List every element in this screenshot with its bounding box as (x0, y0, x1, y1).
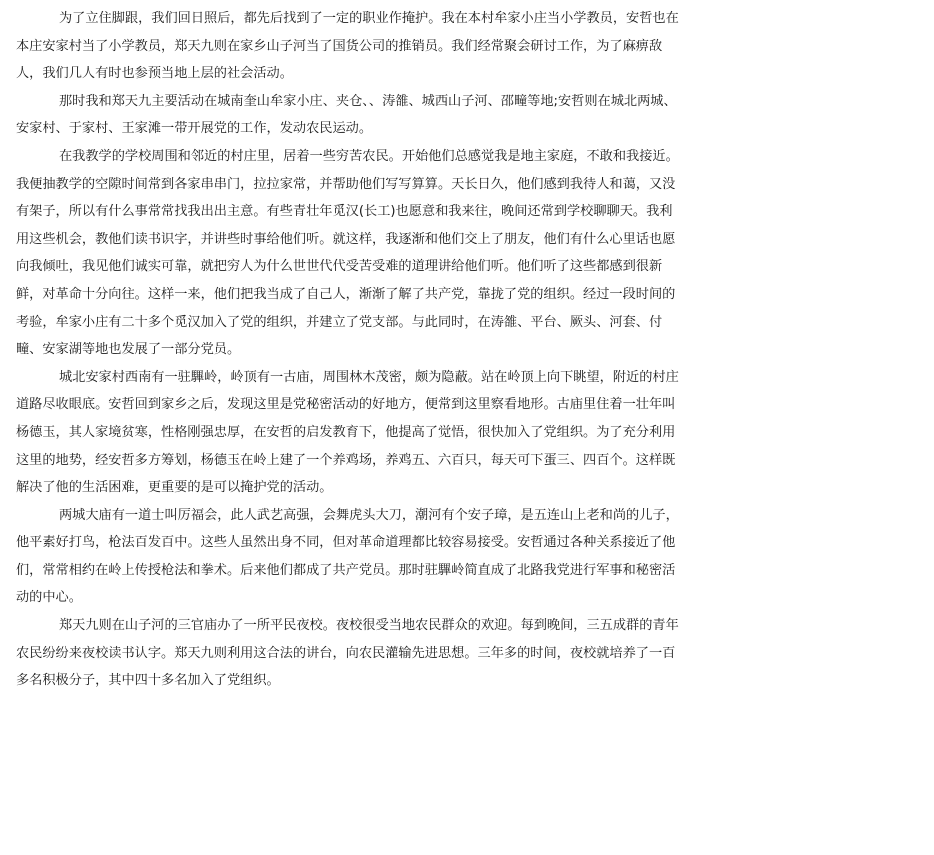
text-line: 疃、安家湖等地也发展了一部分党员。 (16, 342, 241, 358)
text-line: 用这些机会，教他们读书识字，并讲些时事给他们听。就这样，我逐渐和他们交上了朋友，他们有什么心里话也愿 (16, 231, 676, 247)
paragraph (16, 502, 934, 612)
text-line: 向我倾吐，我见他们诚实可靠，就把穷人为什么世世代代受苦受难的道理讲给他们听。他们听了这些都感到很新 (16, 259, 663, 275)
paragraph (16, 364, 934, 502)
text-line: 郑天九则在山子河的三官庙办了一所平民夜校。夜校很受当地农民群众的欢迎。每到晚间，三五成群的青年 (59, 618, 679, 634)
text-line: 多名积极分子，其中四十多名加入了党组织。 (16, 673, 280, 689)
text-line: 两城大庙有一道士叫厉福会，此人武艺高强，会舞虎头大刀，潮河有个安子璋，是五连山上老和尚的儿子， (59, 507, 679, 523)
text-line: 杨德玉，其人家境贫寒，性格刚强忠厚，在安哲的启发教育下，他提高了觉悟，很快加入了党组织。为了充分利用 (16, 424, 676, 440)
text-line: 考验，牟家小庄有二十多个觅汉加入了党的组织，并建立了党支部。与此同时，在涛雒、平台、厥头、河套、付 (16, 314, 663, 330)
text-line: 动的中心。 (16, 590, 82, 606)
text-line: 城北安家村西南有一驻驆岭，岭顶有一古庙，周围林木茂密，颇为隐蔽。站在岭顶上向下眺望，附近的村庄 (59, 369, 679, 385)
text-line: 在我教学的学校周围和邻近的村庄里，居着一些穷苦农民。开始他们总感觉我是地主家庭，不敢和我接近。 (59, 148, 679, 164)
text-line: 人，我们几人有时也参预当地上层的社会活动。 (16, 66, 293, 82)
text-line: 为了立住脚跟，我们回日照后，都先后找到了一定的职业作掩护。我在本村牟家小庄当小学教员，安哲也在 (59, 11, 679, 26)
paragraph (16, 143, 934, 364)
paragraph (16, 5, 934, 88)
text-line: 农民纷纷来夜校读书认字。郑天九则利用这合法的讲台，向农民灌输先进思想。三年多的时间，夜校就培养了一百 (16, 645, 676, 661)
text-line: 他平素好打鸟，枪法百发百中。这些人虽然出身不同，但对革命道理都比较容易接受。安哲通过各种关系接近了他 (16, 535, 676, 551)
text-line: 那时我和郑天九主要活动在城南奎山牟家小庄、夹仓、、涛雒、城西山子河、邵疃等地;安哲则在城北两城、 (59, 93, 677, 109)
text-line: 道路尽收眼底。安哲回到家乡之后，发现这里是党秘密活动的好地方，便常到这里察看地形。古庙里住着一壮年叫 (16, 397, 676, 413)
text-line: 安家村、于家村、王家滩一带开展党的工作，发动农民运动。 (16, 121, 373, 137)
paragraph (16, 612, 934, 695)
paragraph (16, 88, 934, 143)
text-line: 们，常常相约在岭上传授枪法和拳术。后来他们都成了共产党员。那时驻驆岭简直成了北路我党进行军事和秘密活 (16, 562, 676, 578)
text-line: 解决了他的生活困难，更重要的是可以掩护党的活动。 (16, 480, 333, 496)
text-line: 鲜，对革命十分向往。这样一来，他们把我当成了自己人，渐渐了解了共产党，靠拢了党的组织。经过一段时间的 (16, 286, 676, 302)
text-line: 我便抽教学的空隙时间常到各家串串门，拉拉家常，并帮助他们写写算算。天长日久，他们感到我待人和蔼，又没 (16, 176, 676, 192)
text-line: 本庄安家村当了小学教员，郑天九则在家乡山子河当了国货公司的推销员。我们经常聚会研讨工作，为了麻痹敌 (16, 38, 663, 54)
text-line: 有架子，所以有什么事常常找我出出主意。有些青壮年觅汉(长工)也愿意和我来往，晚间还常到学校聊聊天。我利 (16, 204, 673, 220)
text-line: 这里的地势，经安哲多方筹划，杨德玉在岭上建了一个养鸡场，养鸡五、六百只，每天可下蛋三、四百个。这样既 (16, 452, 676, 468)
